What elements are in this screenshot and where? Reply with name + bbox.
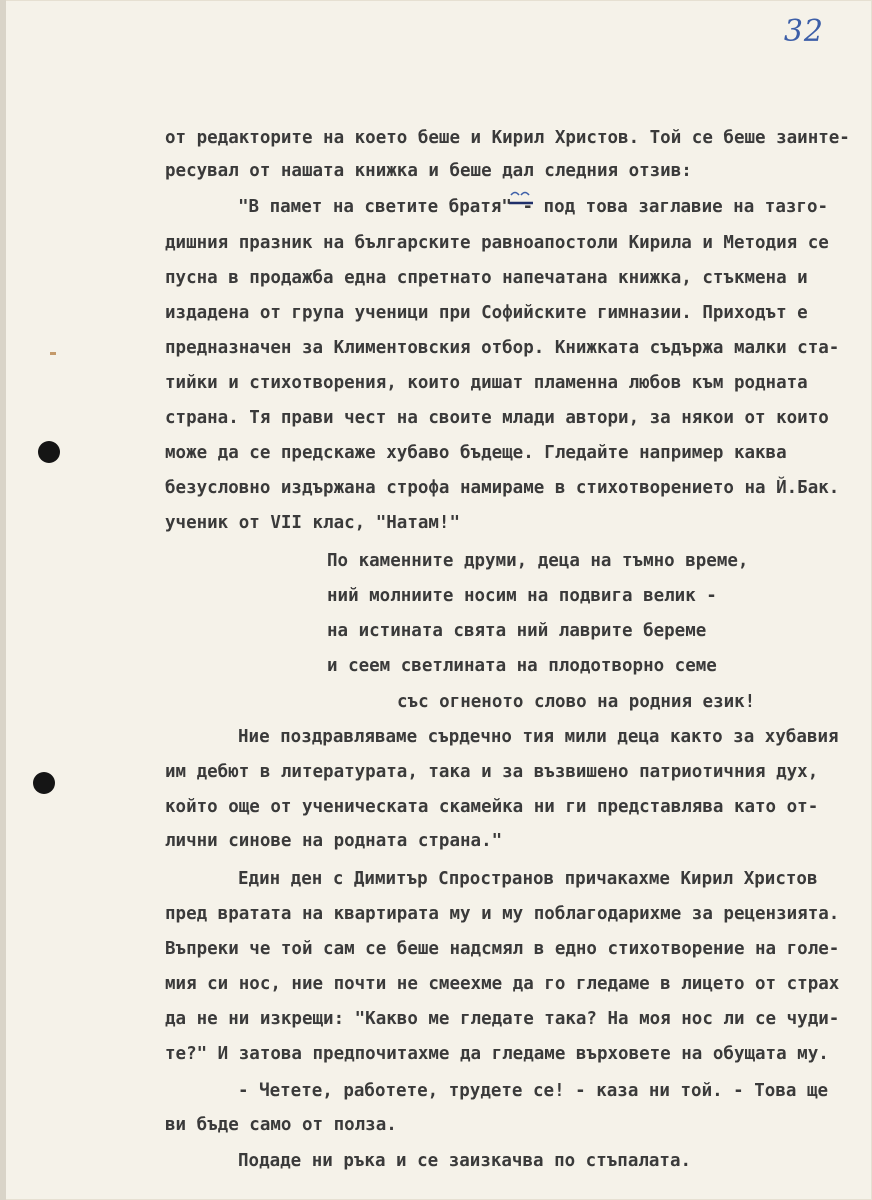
page-edge (0, 0, 6, 1200)
margin-mark (50, 352, 56, 355)
text-line: тийки и стихотворения, които дишат пламенна любов към родната (165, 373, 808, 393)
verse-line: на истината свята ний лаврите береме (327, 621, 707, 641)
text-line: ви бъде само от полза. (165, 1115, 397, 1135)
text-line: - Четете, работете, трудете се! - каза ни той. - Това ще (238, 1081, 829, 1101)
text-line: Ние поздравляваме сърдечно тия мили деца както за хубавия (238, 727, 839, 747)
text-line: лични синове на родната страна." (165, 831, 503, 851)
text-line: Въпреки че той сам се беше надсмял в едно стихотворение на голе- (165, 939, 840, 959)
text-line: ученик от VII клас, "Натам!" (165, 513, 461, 533)
text-line: страна. Тя прави чест на своите млади автори, за някои от които (165, 408, 829, 428)
text-line: ресувал от нашата книжка и беше дал следния отзив: (165, 161, 692, 181)
text-line: Подаде ни ръка и се заизкачва по стъпалата. (238, 1151, 692, 1171)
text-line: "В памет на светите братя" - под това заглавие на тазго- (238, 197, 829, 217)
text-line: Един ден с Димитър Спространов причакахме Кирил Христов (238, 869, 818, 889)
text-line: пусна в продажба една спретнато напечатана книжка, стъкмена и (165, 268, 808, 288)
text-line: пред вратата на квартирата му и му поблагодарихме за рецензията. (165, 904, 840, 924)
page-number: 32 (783, 14, 824, 49)
verse-line: По каменните друми, деца на тъмно време, (327, 551, 749, 571)
verse-line: ний молниите носим на подвига велик - (327, 586, 717, 606)
text-line: те?" И затова предпочитахме да гледаме върховете на обущата му. (165, 1044, 829, 1064)
punch-hole (38, 441, 60, 463)
text-line: безусловно издържана строфа намираме в стихотворението на Й.Бак. (165, 478, 840, 498)
text-line: им дебют в литературата, така и за възвишено патриотичния дух, (165, 762, 819, 782)
text-line: предназначен за Климентовския отбор. Книжката съдържа малки ста- (165, 338, 840, 358)
text-line: от редакторите на което беше и Кирил Христов. Той се беше заинте- (165, 128, 850, 148)
text-line: издадена от група ученици при Софийските гимназии. Приходът е (165, 303, 808, 323)
punch-hole (33, 772, 55, 794)
verse-line: със огненото слово на родния език! (397, 692, 756, 712)
verse-line: и сеем светлината на плодотворно семе (327, 656, 717, 676)
text-line: може да се предскаже хубаво бъдеще. Гледайте например каква (165, 443, 787, 463)
text-line: дишния празник на българските равноапостоли Кирила и Методия се (165, 233, 829, 253)
text-line: да не ни изкрещи: "Какво ме гледате така? На моя нос ли се чуди- (165, 1009, 840, 1029)
text-line: който още от ученическата скамейка ни ги представлява като от- (165, 797, 819, 817)
text-line: мия си нос, ние почти не смеехме да го гледаме в лицето от страх (165, 974, 840, 994)
